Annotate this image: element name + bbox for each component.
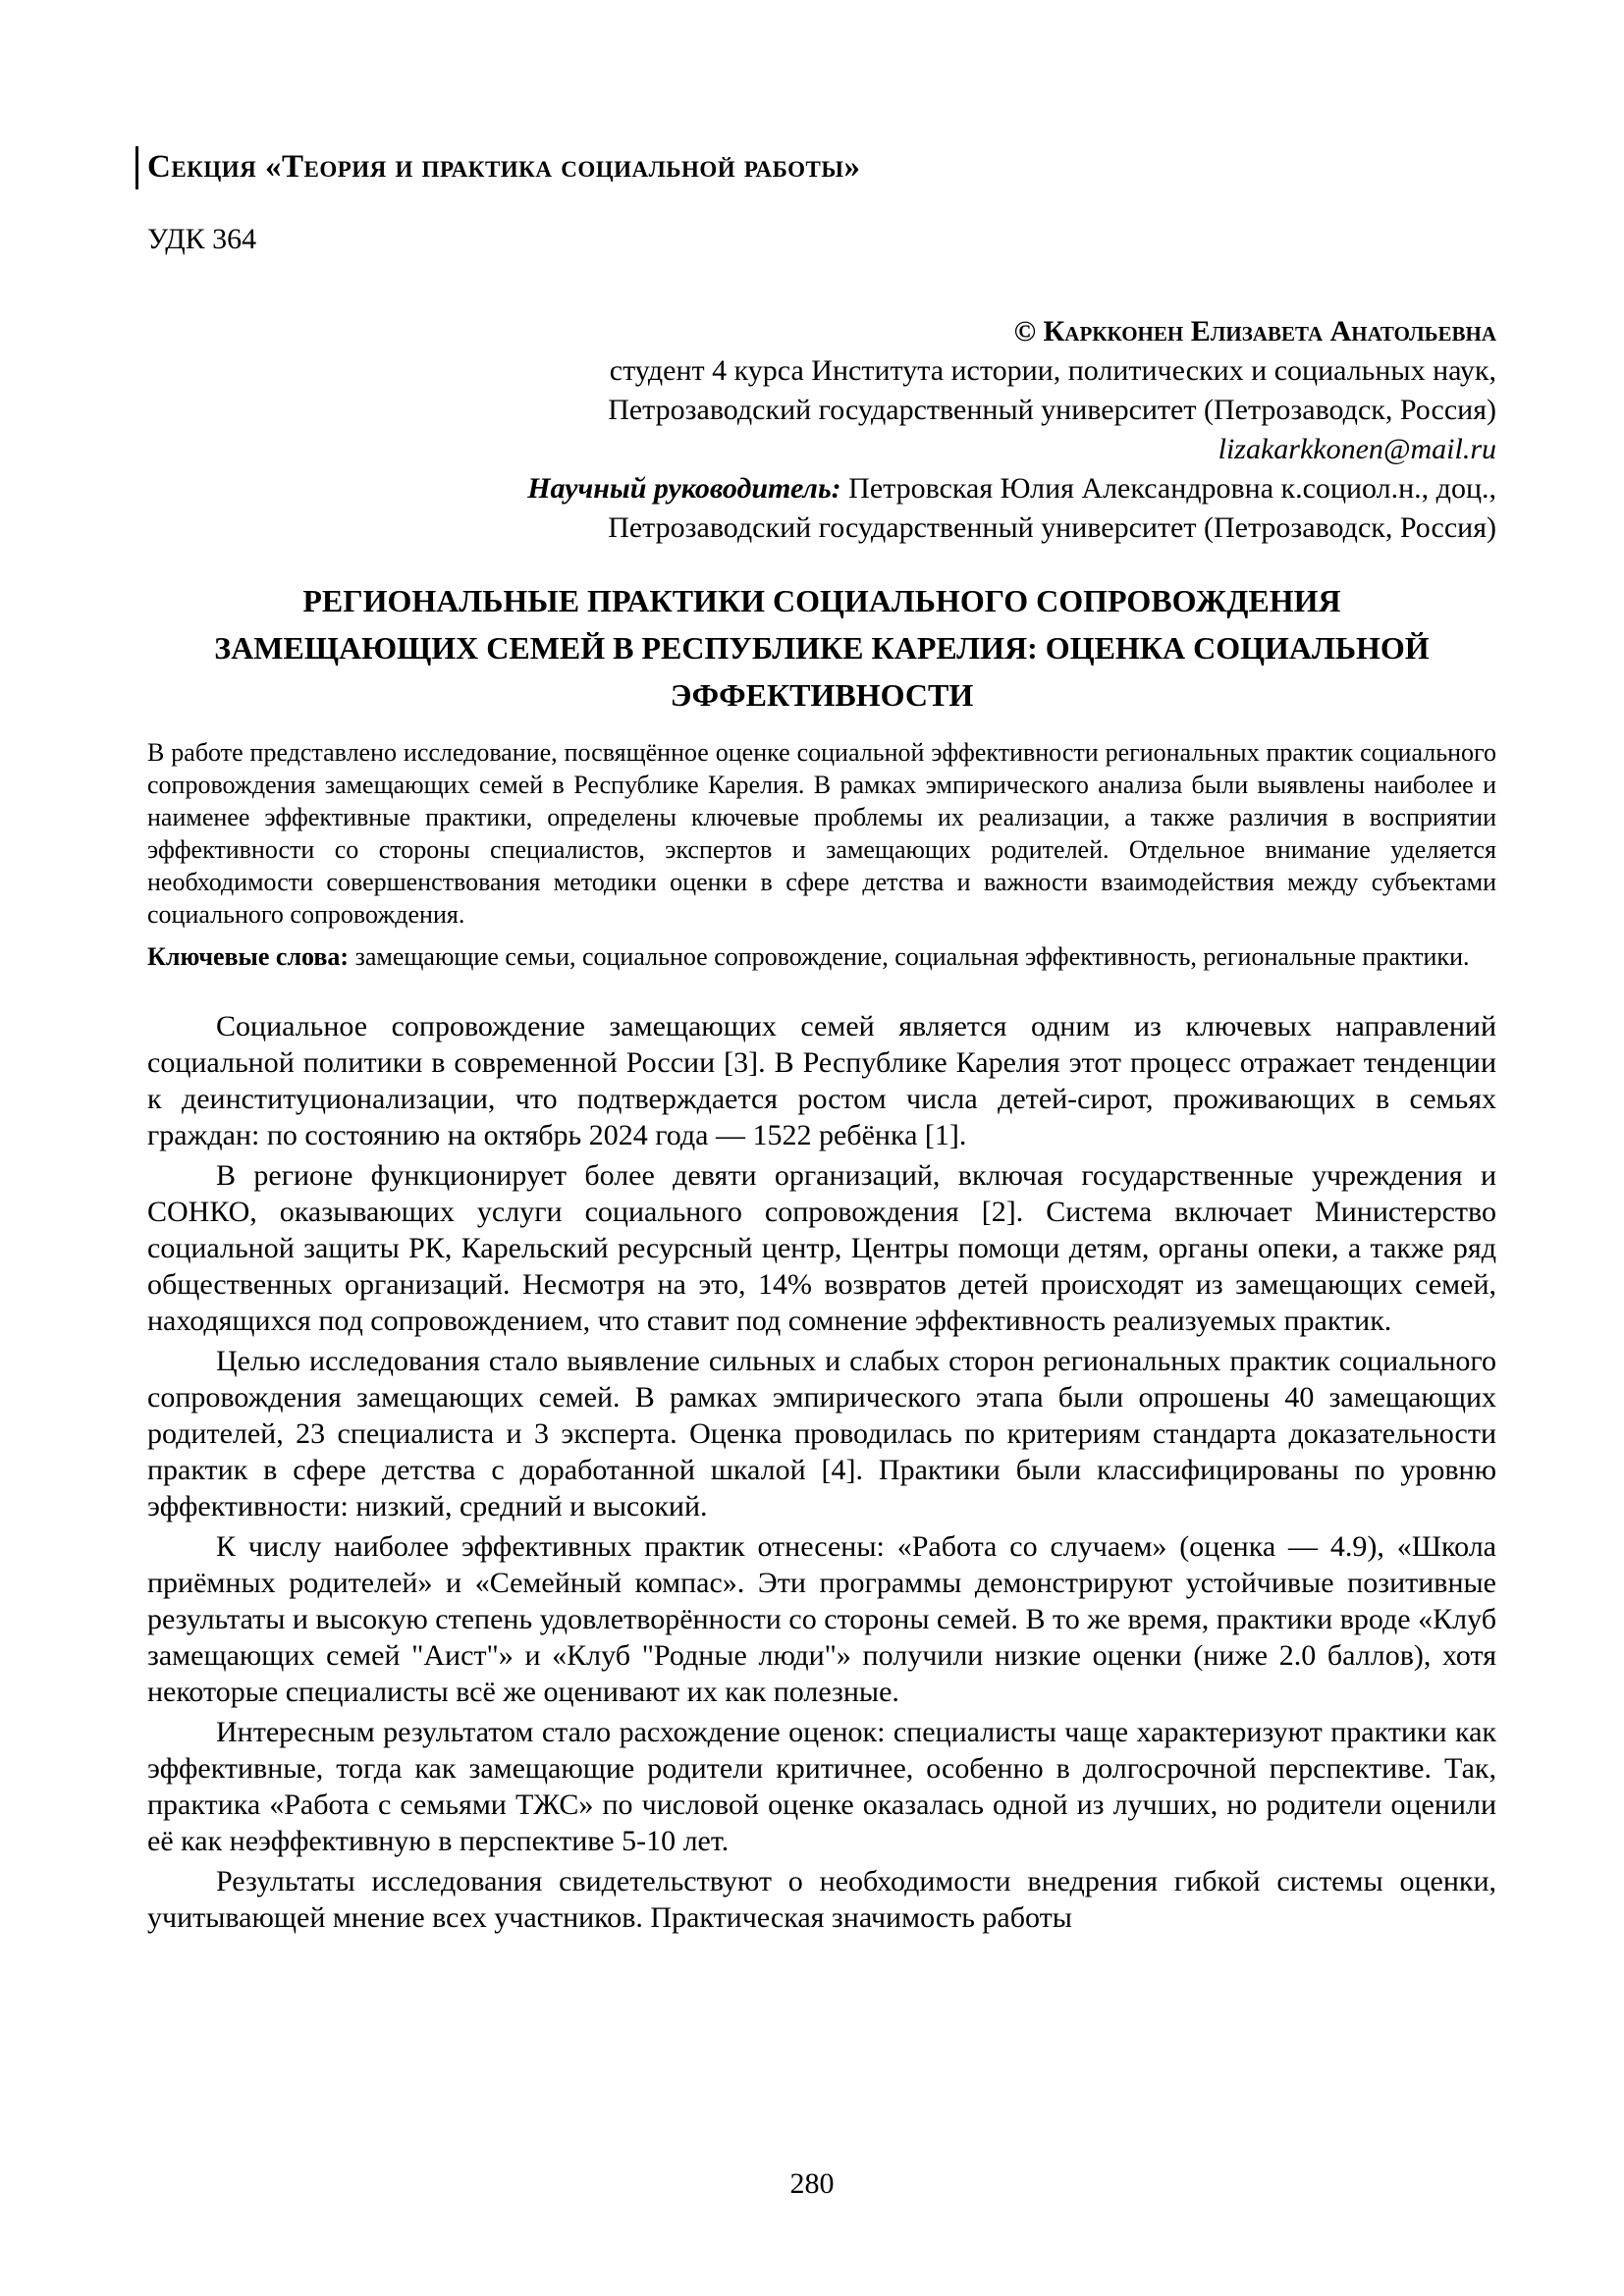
page-number: 280: [789, 2167, 835, 2200]
author-position: студент 4 курса Института истории, политических и социальных наук,: [609, 354, 1496, 387]
body-paragraph: В регионе функционирует более девяти организаций, включая государственные учреждения и СОНКО, оказывающих услуги социального сопровождения [2]. Система включает Министерство социальной защиты РК, Карельский ресурсный центр, Центры помощи детям, органы опеки, а также ряд общественных организаций. Несмотря на это, 14% возвратов детей происходят из замещающих семей, находящихся под сопровождением, что ставит под сомнение эффективность реализуемых практик.: [147, 1159, 1496, 1337]
section-header-text: Секция «Теория и практика социальной работы»: [147, 149, 861, 185]
section-header: [147, 145, 1496, 188]
body-paragraph: Социальное сопровождение замещающих семей является одним из ключевых направлений социальной политики в современной России [3]. В Республике Карелия этот процесс отражает тенденции к деинституционализации, что подтверждается ростом числа детей-сирот, проживающих в семьях граждан: по состоянию на октябрь 2024 года — 1522 ребёнка [1].: [147, 1010, 1496, 1151]
author-affiliation: Петрозаводский государственный университет (Петрозаводск, Россия): [608, 394, 1496, 426]
supervisor-name: Петровская Юлия Александровна к.социол.н., доц.,: [848, 472, 1496, 505]
supervisor-line: [147, 469, 1496, 508]
body-paragraph: Результаты исследования свидетельствуют о необходимости внедрения гибкой системы оценки, учитывающей мнение всех участников. Практическая значимость работы: [147, 1865, 1496, 1934]
author-name: © Каркконен Елизавета Анатольевна: [1013, 315, 1496, 347]
paper-title-line: РЕГИОНАЛЬНЫЕ ПРАКТИКИ СОЦИАЛЬНОГО СОПРОВОЖДЕНИЯ: [302, 583, 1341, 618]
author-email: lizakarkkonen@mail.ru: [1218, 433, 1496, 465]
keywords-label: Ключевые слова:: [147, 942, 350, 971]
body-paragraph: Целью исследования стало выявление сильных и слабых сторон региональных практик социального сопровождения замещающих семей. В рамках эмпирического этапа были опрошены 40 замещающих родителей, 23 специалиста и 3 эксперта. Оценка проводилась по критериям стандарта доказательности практик в сфере детства с доработанной шкалой [4]. Практики были классифицированы по уровню эффективности: низкий, средний и высокий.: [147, 1345, 1496, 1522]
supervisor-label: Научный руководитель:: [527, 472, 841, 505]
abstract-text: В работе представлено исследование, посвящённое оценке социальной эффективности региональных практик социального сопровождения замещающих семей в Республике Карелия. В рамках эмпирического анализа были выявлены наиболее и наименее эффективные практики, определены ключевые проблемы их реализации, а также различия в восприятии эффективности со стороны специалистов, экспертов и замещающих родителей. Отдельное внимание уделяется необходимости совершенствования методики оценки в сфере детства и важности взаимодействия между субъектами социального сопровождения.: [147, 738, 1496, 929]
paper-title-line: ЭФФЕКТИВНОСТИ: [670, 677, 974, 713]
body-paragraph: К числу наиболее эффективных практик отнесены: «Работа со случаем» (оценка — 4.9), «Школа приёмных родителей» и «Семейный компас». Эти программы демонстрируют устойчивые позитивные результаты и высокую степень удовлетворённости со стороны семей. В то же время, практики вроде «Клуб замещающих семей "Аист"» и «Клуб "Родные люди"» получили низкие оценки (ниже 2.0 баллов), хотя некоторые специалисты всё же оценивают их как полезные.: [147, 1530, 1496, 1708]
keywords-block: [147, 940, 1496, 973]
keywords-text: замещающие семьи, социальное сопровождение, социальная эффективность, региональные практики.: [354, 942, 1470, 971]
margin-revision-bar: [135, 146, 138, 189]
supervisor-affiliation: Петрозаводский государственный университет (Петрозаводск, Россия): [608, 511, 1496, 544]
udc-code: УДК 364: [147, 223, 257, 255]
paper-title-line: ЗАМЕЩАЮЩИХ СЕМЕЙ В РЕСПУБЛИКЕ КАРЕЛИЯ: ОЦЕНКА СОЦИАЛЬНОЙ: [214, 630, 1430, 666]
body-paragraph: Интересным результатом стало расхождение оценок: специалисты чаще характеризуют практики как эффективные, тогда как замещающие родители критичнее, особенно в долгосрочной перспективе. Так, практика «Работа с семьями ТЖС» по числовой оценке оказалась одной из лучших, но родители оценили её как неэффективную в перспективе 5-10 лет.: [147, 1716, 1496, 1857]
article-body: [147, 1008, 1496, 1936]
paper-title: [147, 577, 1496, 719]
author-block: [147, 312, 1496, 548]
